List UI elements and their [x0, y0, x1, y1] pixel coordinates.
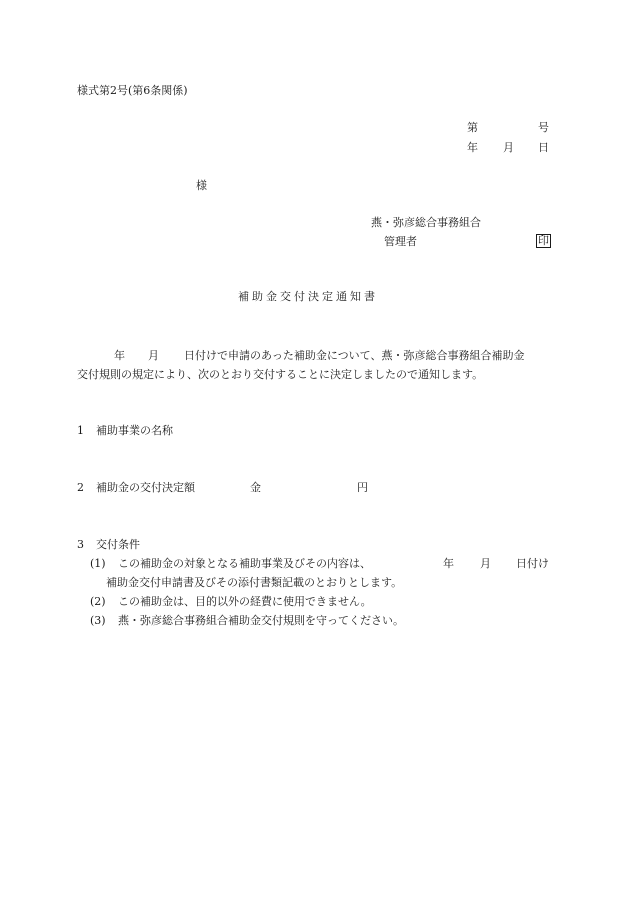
body-line2: 交付規則の規定により、次のとおり交付することに決定しましたので通知します。: [77, 368, 484, 381]
doc-number-go: 号: [538, 121, 549, 134]
document-title: 補助金交付決定通知書: [238, 290, 378, 303]
condition-2-number: (2): [90, 595, 106, 608]
addressee-suffix: 様: [196, 179, 207, 192]
item-2-label: 補助金の交付決定額: [96, 481, 195, 494]
doc-number-dai: 第: [467, 121, 478, 134]
item-1-label: 補助事業の名称: [96, 424, 173, 437]
item-3-label: 交付条件: [96, 538, 140, 551]
item-1-number: 1: [77, 424, 84, 437]
condition-1-month: 月: [480, 557, 491, 570]
body-line1-text: 日付けで申請のあった補助金について、燕・弥彦総合事務組合補助金: [184, 349, 525, 362]
issuer-title: 管理者: [384, 235, 417, 248]
condition-1-year: 年: [443, 557, 454, 570]
condition-2-text: この補助金は、目的以外の経費に使用できません。: [118, 595, 372, 608]
date-year: 年: [467, 141, 478, 154]
form-label: 様式第2号(第6条関係): [77, 84, 188, 97]
item-3-number: 3: [77, 538, 84, 551]
item-2-yen: 円: [357, 481, 368, 494]
date-month: 月: [503, 141, 514, 154]
body-year: 年: [114, 349, 125, 362]
date-day: 日: [538, 141, 549, 154]
body-month: 月: [148, 349, 159, 362]
condition-1-text: この補助金の対象となる補助事業及びその内容は、: [118, 557, 371, 570]
issuer-organization: 燕・弥彦総合事務組合: [371, 216, 481, 229]
condition-1-suffix: 日付け: [516, 557, 549, 570]
condition-1-continuation: 補助金交付申請書及びその添付書類記載のとおりとします。: [106, 576, 403, 589]
seal-mark: [536, 234, 551, 248]
condition-3-number: (3): [90, 614, 106, 627]
condition-1-number: (1): [90, 557, 106, 570]
condition-3-text: 燕・弥彦総合事務組合補助金交付規則を守ってください。: [118, 614, 404, 627]
item-2-number: 2: [77, 481, 84, 494]
seal-box: 印: [538, 234, 549, 247]
item-2-kin: 金: [250, 481, 261, 494]
